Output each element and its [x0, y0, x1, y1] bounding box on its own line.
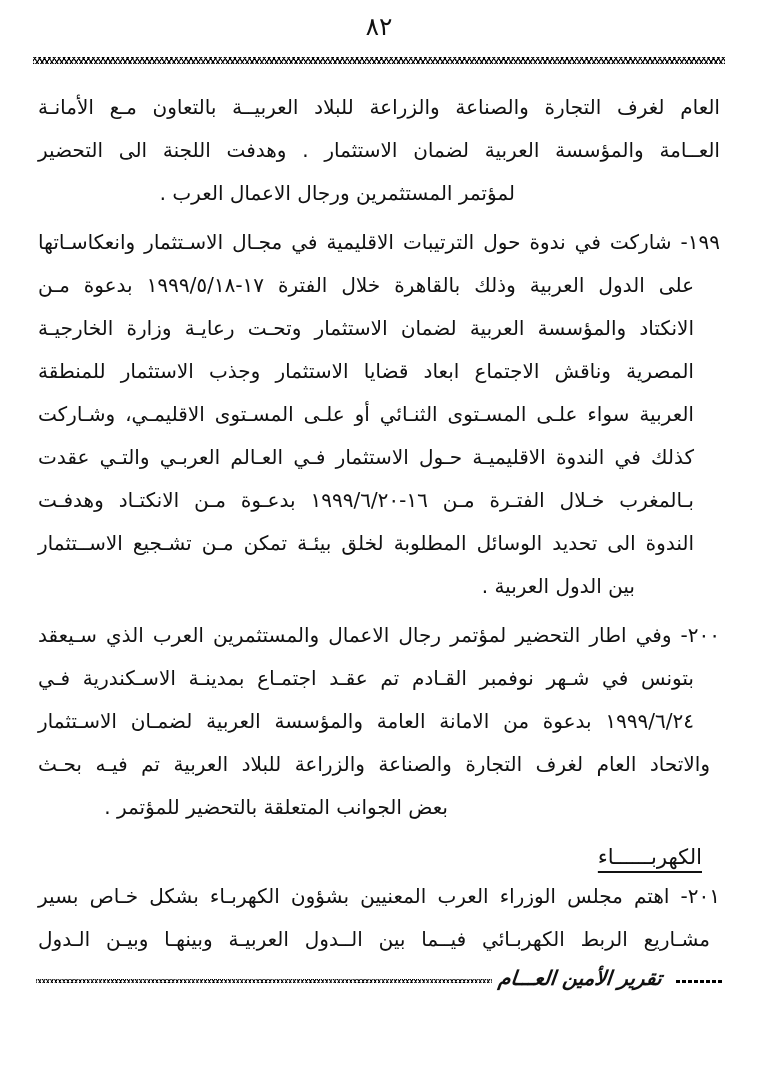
- text-line: بين الدول العربية .: [481, 574, 635, 598]
- page-number: ٨٢: [365, 12, 393, 41]
- footer-signature: تقرير الأمين العـــام: [497, 966, 664, 990]
- text-line: ٢٠٠- وفي اطار التحضير لمؤتمر رجال الاعمال والمستثمرين العرب الذي سـيعقد: [38, 623, 720, 647]
- section-heading-text: الكهربــــــاء: [597, 845, 702, 869]
- text-line: لمؤتمر المستثمرين ورجال الاعمال العرب .: [159, 181, 515, 205]
- text-line: على الدول العربية وذلك بالقاهرة خلال الفترة ١٧-١٩٩٩/٥/١٨ بدعوة مـن: [38, 273, 695, 297]
- text-line: الندوة الى تحديد الوسائل المطلوبة لخلق بيئـة تمكن مـن تشـجيع الاســتثمار: [38, 531, 694, 555]
- text-line: العربية سواء علـى المسـتوى الثنـائي أو علـى المسـتوى الاقليمـي، وشـاركت: [38, 402, 694, 426]
- text-line: المصرية وناقش الاجتماع ابعاد قضايا الاستثمار وجذب الاستثمار للمنطقة: [38, 359, 694, 383]
- document-body: [38, 86, 720, 961]
- paragraph-intro: [38, 86, 720, 215]
- paragraph-200: [38, 614, 720, 829]
- footer-rule: [36, 979, 492, 983]
- section-heading-electricity: [38, 839, 720, 875]
- footer: [36, 966, 722, 996]
- text-line: ١٩٩- شاركت في ندوة حول الترتيبات الاقليمية في مجـال الاسـتثمار وانعكاسـاتها: [38, 230, 720, 254]
- text-line: بـالمغرب خـلال الفتـرة مـن ١٦-١٩٩٩/٦/٢٠ بدعـوة مـن الانكتـاد وهدفـت: [38, 488, 694, 512]
- text-line: بعض الجوانب المتعلقة بالتحضير للمؤتمر .: [104, 795, 448, 819]
- text-line: كذلك في الندوة الاقليميـة حـول الاستثمار فـي العـالم العربـي والتـي عقدت: [38, 445, 694, 469]
- text-line: الانكتاد والمؤسسة العربية لضمان الاستثمار وتحـت رعايـة وزارة الخارجيـة: [38, 316, 694, 340]
- paragraph-199: [38, 221, 720, 608]
- text-line: بتونس في شـهر نوفمبر القـادم تم عقـد اجتمـاع بمدينـة الاسـكندرية فـي: [38, 666, 694, 690]
- text-line: العــامة والمؤسسة العربية لضمان الاستثمار . وهدفت اللجنة الى التحضير: [38, 138, 720, 162]
- footer-short-rule: [676, 980, 722, 983]
- header-rule: [33, 57, 725, 64]
- text-line: ٢٠١- اهتم مجلس الوزراء العرب المعنيين بشؤون الكهربـاء بشكل خـاص بسير: [38, 884, 720, 908]
- text-line: مشـاريع الربط الكهربـائي فيــما بين الــدول العربيـة وبينهـا وبيـن الـدول: [38, 927, 710, 951]
- paragraph-201: [38, 875, 720, 961]
- text-line: العام لغرف التجارة والصناعة والزراعة للبلاد العربيــة بالتعاون مـع الأمانـة: [38, 95, 720, 119]
- text-line: ١٩٩٩/٦/٢٤ بدعوة من الامانة العامة والمؤسسة العربية لضمـان الاسـتثمار: [38, 709, 694, 733]
- text-line: والاتحاد العام لغرف التجارة والصناعة والزراعة للبلاد العربية تم فيـه بحـث: [38, 752, 710, 776]
